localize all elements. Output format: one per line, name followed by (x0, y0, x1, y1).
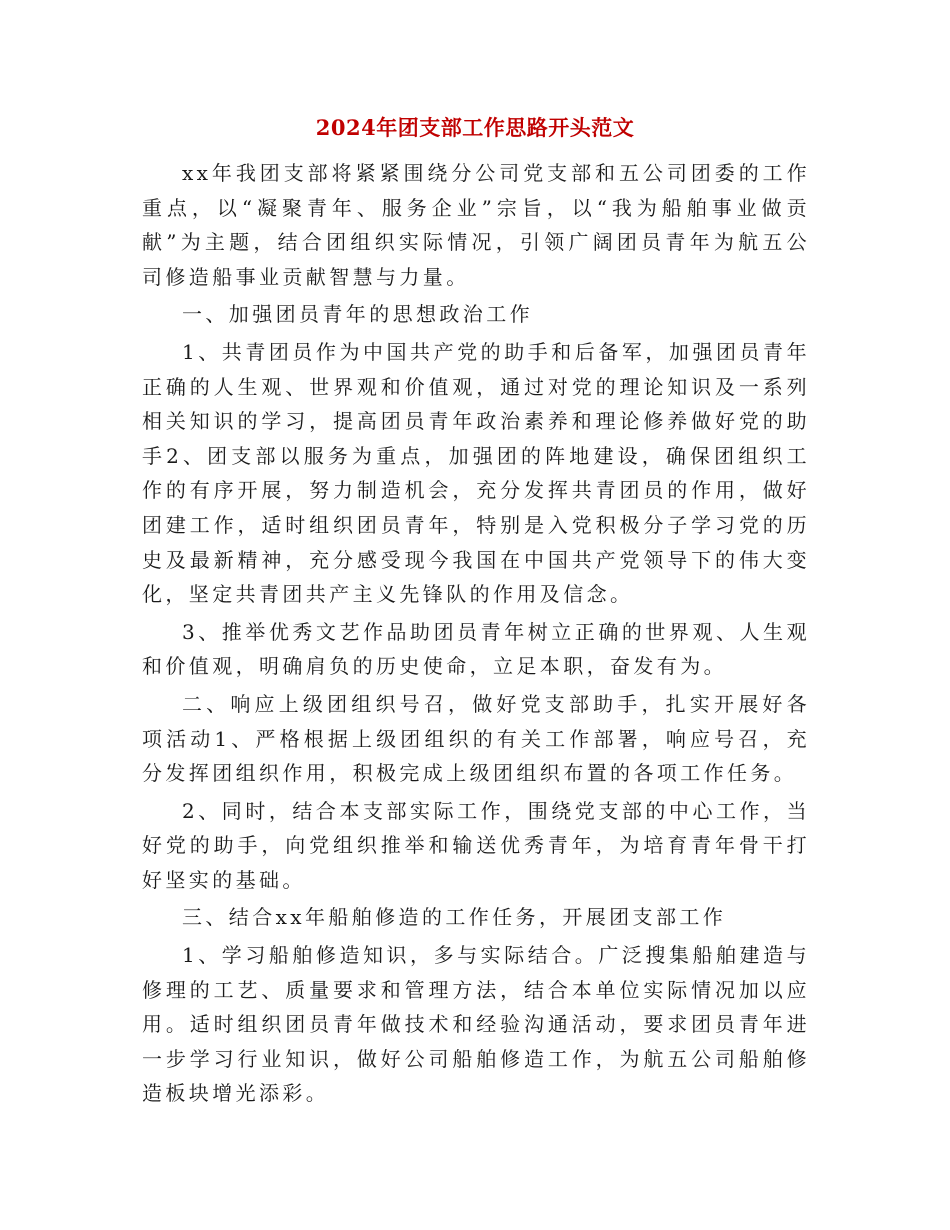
paragraph-1-3: 3、推举优秀文艺作品助团员青年树立正确的世界观、人生观和价值观，明确肩负的历史使命，立足本职，奋发有为。 (142, 619, 810, 679)
paragraph-2-2: 2、同时，结合本支部实际工作，围绕党支部的中心工作，当好党的助手，向党组织推举和输送优秀青年，为培育青年骨干打好坚实的基础。 (142, 798, 810, 892)
paragraph-3-1: 1、学习船舶修造知识，多与实际结合。广泛搜集船舶建造与修理的工艺、质量要求和管理方法，结合本单位实际情况加以应用。适时组织团员青年做技术和经验沟通活动，要求团员青年进一步学习行业知识，做好公司船舶修造工作，为航五公司船舶修造板块增光添彩。 (142, 943, 810, 1106)
document-body (142, 156, 810, 1114)
section-heading-3: 三、结合xx年船舶修造的工作任务，开展团支部工作 (182, 905, 727, 930)
section-heading-1: 一、加强团员青年的思想政治工作 (182, 302, 533, 327)
paragraph-1-1: 1、共青团员作为中国共产党的助手和后备军，加强团员青年正确的人生观、世界观和价值观，通过对党的理论知识及一系列相关知识的学习，提高团员青年政治素养和理论修养做好党的助手2、团支部以服务为重点，加强团的阵地建设，确保团组织工作的有序开展，努力制造机会，充分发挥共青团员的作用，做好团建工作，适时组织团员青年，特别是入党积极分子学习党的历史及最新精神，充分感受现今我国在中国共产党领导下的伟大变化，坚定共青团共产主义先锋队的作用及信念。 (142, 339, 810, 607)
paragraph-intro: xx年我团支部将紧紧围绕分公司党支部和五公司团委的工作重点，以“凝聚青年、服务企业”宗旨，以“我为船舶事业做贡献”为主题，结合团组织实际情况，引领广阔团员青年为航五公司修造船事业贡献智慧与力量。 (142, 161, 810, 289)
section-heading-2: 二、响应上级团组织号召，做好党支部助手，扎实开展好各项活动1、严格根据上级团组织的有关工作部署，响应号召，充分发挥团组织作用，积极完成上级团组织布置的各项工作任务。 (142, 691, 810, 786)
document-title: 2024年团支部工作思路开头范文 (315, 115, 635, 140)
